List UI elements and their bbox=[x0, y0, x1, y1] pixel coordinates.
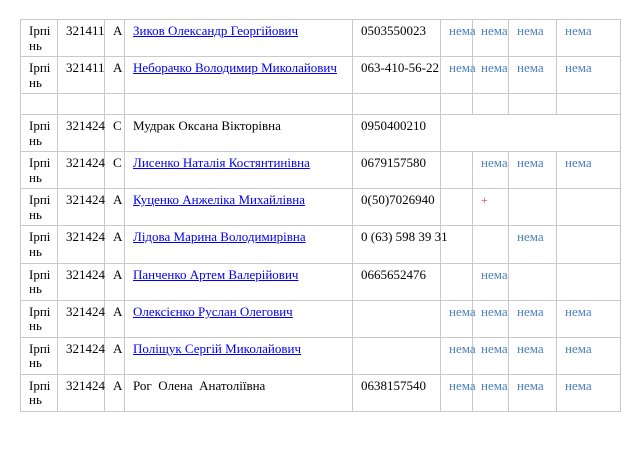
status-cell bbox=[557, 189, 621, 226]
city-label: Ірпінь bbox=[29, 266, 51, 297]
status-cell bbox=[441, 300, 476, 337]
status-cell-merged bbox=[441, 115, 621, 152]
table-row bbox=[21, 263, 621, 300]
code-label: 321424 bbox=[66, 229, 105, 245]
status-cell bbox=[473, 20, 509, 57]
city-label: Ірпінь bbox=[29, 118, 51, 148]
city-label: Ірпінь bbox=[29, 340, 51, 371]
city-cell bbox=[21, 337, 58, 374]
status-cell bbox=[557, 226, 621, 263]
city-label: Ірпінь bbox=[29, 303, 51, 334]
code-label: 321424 bbox=[66, 340, 105, 356]
empty-cell bbox=[105, 94, 125, 115]
nema-link[interactable]: нема bbox=[517, 340, 544, 356]
code-cell bbox=[58, 226, 105, 263]
category-cell bbox=[105, 300, 125, 337]
code-cell bbox=[58, 20, 105, 57]
status-cell bbox=[441, 374, 476, 411]
phone-label: 0638157540 bbox=[361, 377, 426, 393]
table-row bbox=[21, 152, 621, 189]
status-cell bbox=[509, 189, 557, 226]
nema-link[interactable]: нема bbox=[517, 303, 544, 319]
table-row bbox=[21, 226, 621, 263]
person-name-link[interactable]: Поліщук Сергій Миколайович bbox=[133, 340, 301, 356]
city-label: Ірпінь bbox=[29, 23, 51, 53]
empty-cell bbox=[125, 94, 353, 115]
name-cell bbox=[125, 115, 353, 152]
status-cell bbox=[509, 20, 557, 57]
empty-cell bbox=[557, 94, 621, 115]
category-cell bbox=[105, 57, 125, 94]
nema-link[interactable]: нема bbox=[449, 23, 476, 38]
status-cell bbox=[473, 57, 509, 94]
phone-label: 0 (63) 598 39 31 bbox=[361, 229, 448, 245]
code-cell bbox=[58, 300, 105, 337]
category-label: А bbox=[113, 303, 123, 319]
phone-cell bbox=[353, 337, 441, 374]
category-label: А bbox=[113, 229, 123, 245]
status-cell bbox=[441, 57, 476, 94]
records-table-body bbox=[21, 20, 621, 412]
table-container bbox=[20, 19, 621, 412]
nema-link[interactable]: нема bbox=[481, 340, 508, 356]
records-table bbox=[20, 19, 621, 412]
phone-cell bbox=[353, 20, 441, 57]
status-cell bbox=[441, 189, 473, 226]
status-cell bbox=[473, 337, 509, 374]
status-cell bbox=[473, 152, 509, 189]
code-cell bbox=[58, 337, 105, 374]
code-cell bbox=[58, 263, 105, 300]
person-name-link[interactable]: Панченко Артем Валерійович bbox=[133, 266, 299, 282]
city-cell bbox=[21, 374, 58, 411]
category-cell bbox=[105, 189, 125, 226]
plus-mark: + bbox=[481, 193, 488, 208]
category-label: А bbox=[113, 377, 123, 393]
code-cell bbox=[58, 152, 105, 189]
category-label: А bbox=[113, 60, 123, 76]
nema-link[interactable]: нема bbox=[565, 377, 592, 393]
status-cell bbox=[509, 263, 557, 300]
empty-row bbox=[21, 94, 621, 115]
status-cell bbox=[441, 152, 473, 189]
phone-label: 0950400210 bbox=[361, 118, 426, 134]
nema-link[interactable]: нема bbox=[481, 303, 508, 319]
category-label: С bbox=[113, 155, 122, 171]
category-cell bbox=[105, 152, 125, 189]
phone-cell bbox=[353, 189, 441, 226]
table-row bbox=[21, 20, 621, 57]
city-label: Ірпінь bbox=[29, 229, 51, 260]
status-cell bbox=[509, 57, 557, 94]
name-cell bbox=[125, 57, 353, 94]
phone-label: 0503550023 bbox=[361, 23, 426, 38]
status-cell bbox=[557, 20, 621, 57]
category-label: А bbox=[113, 192, 123, 208]
nema-link[interactable]: нема bbox=[481, 23, 508, 38]
city-cell bbox=[21, 57, 58, 94]
code-label: 321424 bbox=[66, 303, 105, 319]
nema-link[interactable]: нема bbox=[481, 266, 508, 282]
nema-link[interactable]: нема bbox=[481, 60, 508, 76]
nema-link[interactable]: нема bbox=[517, 229, 544, 245]
status-cell bbox=[473, 189, 509, 226]
table-row bbox=[21, 300, 621, 337]
status-cell bbox=[509, 337, 557, 374]
city-cell bbox=[21, 115, 58, 152]
status-cell bbox=[473, 374, 509, 411]
phone-cell bbox=[353, 115, 441, 152]
nema-link[interactable]: нема bbox=[565, 155, 592, 171]
nema-link[interactable]: нема bbox=[449, 60, 476, 76]
category-label: А bbox=[113, 266, 123, 282]
table-row bbox=[21, 57, 621, 94]
status-cell bbox=[557, 374, 621, 411]
city-label: Ірпінь bbox=[29, 60, 51, 90]
city-cell bbox=[21, 189, 58, 226]
code-cell bbox=[58, 57, 105, 94]
empty-cell bbox=[58, 94, 105, 115]
phone-cell bbox=[353, 374, 441, 411]
category-cell bbox=[105, 337, 125, 374]
empty-cell bbox=[509, 94, 557, 115]
city-label: Ірпінь bbox=[29, 155, 51, 185]
nema-link[interactable]: нема bbox=[565, 303, 592, 319]
nema-link[interactable]: нема bbox=[517, 60, 544, 76]
name-cell bbox=[125, 20, 353, 57]
status-cell bbox=[509, 226, 557, 263]
phone-label: 0679157580 bbox=[361, 155, 426, 171]
category-label: А bbox=[113, 23, 123, 38]
person-name-link[interactable]: Зиков Олександр Георгійович bbox=[133, 23, 299, 38]
phone-cell bbox=[353, 152, 441, 189]
name-cell bbox=[125, 226, 353, 263]
person-name-link[interactable]: Куценко Анжеліка Михайлівна bbox=[133, 192, 305, 208]
nema-link[interactable]: нема bbox=[481, 155, 508, 171]
category-cell bbox=[105, 20, 125, 57]
status-cell bbox=[473, 263, 509, 300]
nema-link[interactable]: нема bbox=[449, 340, 476, 356]
category-cell bbox=[105, 263, 125, 300]
code-label: 321424 bbox=[66, 155, 105, 171]
phone-label: 063-410-56-22 bbox=[361, 60, 439, 76]
status-cell bbox=[509, 300, 557, 337]
phone-cell bbox=[353, 300, 441, 337]
code-label: 321424 bbox=[66, 192, 105, 208]
name-cell bbox=[125, 152, 353, 189]
person-name-link[interactable]: Неборачко Володимир Миколайович bbox=[133, 60, 337, 76]
code-label: 321424 bbox=[66, 377, 105, 393]
empty-cell bbox=[353, 94, 441, 115]
nema-link[interactable]: нема bbox=[517, 23, 544, 38]
name-cell bbox=[125, 300, 353, 337]
category-cell bbox=[105, 226, 125, 263]
person-name: Мудрак Оксана Вікторівна bbox=[133, 118, 281, 134]
status-cell bbox=[473, 300, 509, 337]
table-row bbox=[21, 337, 621, 374]
status-cell bbox=[557, 300, 621, 337]
status-cell bbox=[509, 374, 557, 411]
nema-link[interactable]: нема bbox=[565, 60, 592, 76]
person-name-link[interactable]: Лідова Марина Володимирівна bbox=[133, 229, 306, 245]
status-cell bbox=[473, 226, 509, 263]
status-cell bbox=[441, 337, 476, 374]
nema-link[interactable]: нема bbox=[517, 377, 544, 393]
status-cell bbox=[441, 20, 476, 57]
empty-cell bbox=[441, 94, 473, 115]
phone-cell bbox=[353, 263, 441, 300]
code-cell bbox=[58, 189, 105, 226]
name-cell bbox=[125, 189, 353, 226]
name-cell bbox=[125, 263, 353, 300]
nema-link[interactable]: нема bbox=[449, 377, 476, 393]
nema-link[interactable]: нема bbox=[565, 23, 592, 38]
category-label: С bbox=[113, 118, 122, 134]
city-label: Ірпінь bbox=[29, 192, 51, 222]
status-cell bbox=[441, 263, 473, 300]
status-cell bbox=[557, 152, 621, 189]
table-row bbox=[21, 115, 621, 152]
empty-cell bbox=[21, 94, 58, 115]
name-cell bbox=[125, 374, 353, 411]
person-name: Рог Олена Анатоліївна bbox=[133, 377, 266, 393]
empty-cell bbox=[473, 94, 509, 115]
code-label: 321411 bbox=[66, 23, 105, 38]
status-cell bbox=[557, 337, 621, 374]
table-row bbox=[21, 189, 621, 226]
nema-link[interactable]: нема bbox=[517, 155, 544, 171]
category-cell bbox=[105, 115, 125, 152]
nema-link[interactable]: нема bbox=[481, 377, 508, 393]
phone-cell bbox=[353, 226, 448, 263]
code-cell bbox=[58, 374, 105, 411]
city-cell bbox=[21, 226, 58, 263]
phone-label: 0665652476 bbox=[361, 266, 426, 282]
table-row bbox=[21, 374, 621, 411]
status-cell bbox=[557, 263, 621, 300]
phone-cell bbox=[353, 57, 441, 94]
code-label: 321424 bbox=[66, 266, 105, 282]
phone-label: 0(50)7026940 bbox=[361, 192, 435, 208]
nema-link[interactable]: нема bbox=[565, 340, 592, 356]
category-label: А bbox=[113, 340, 123, 356]
city-cell bbox=[21, 152, 58, 189]
status-cell bbox=[557, 57, 621, 94]
name-cell bbox=[125, 337, 353, 374]
code-label: 321424 bbox=[66, 118, 105, 134]
nema-link[interactable]: нема bbox=[449, 303, 476, 319]
person-name-link[interactable]: Олексієнко Руслан Олегович bbox=[133, 303, 293, 319]
person-name-link[interactable]: Лисенко Наталія Костянтинівна bbox=[133, 155, 310, 171]
city-cell bbox=[21, 20, 58, 57]
status-cell bbox=[509, 152, 557, 189]
city-cell bbox=[21, 263, 58, 300]
code-cell bbox=[58, 115, 105, 152]
category-cell bbox=[105, 374, 125, 411]
city-label: Ірпінь bbox=[29, 377, 51, 408]
code-label: 321411 bbox=[66, 60, 105, 76]
city-cell bbox=[21, 300, 58, 337]
